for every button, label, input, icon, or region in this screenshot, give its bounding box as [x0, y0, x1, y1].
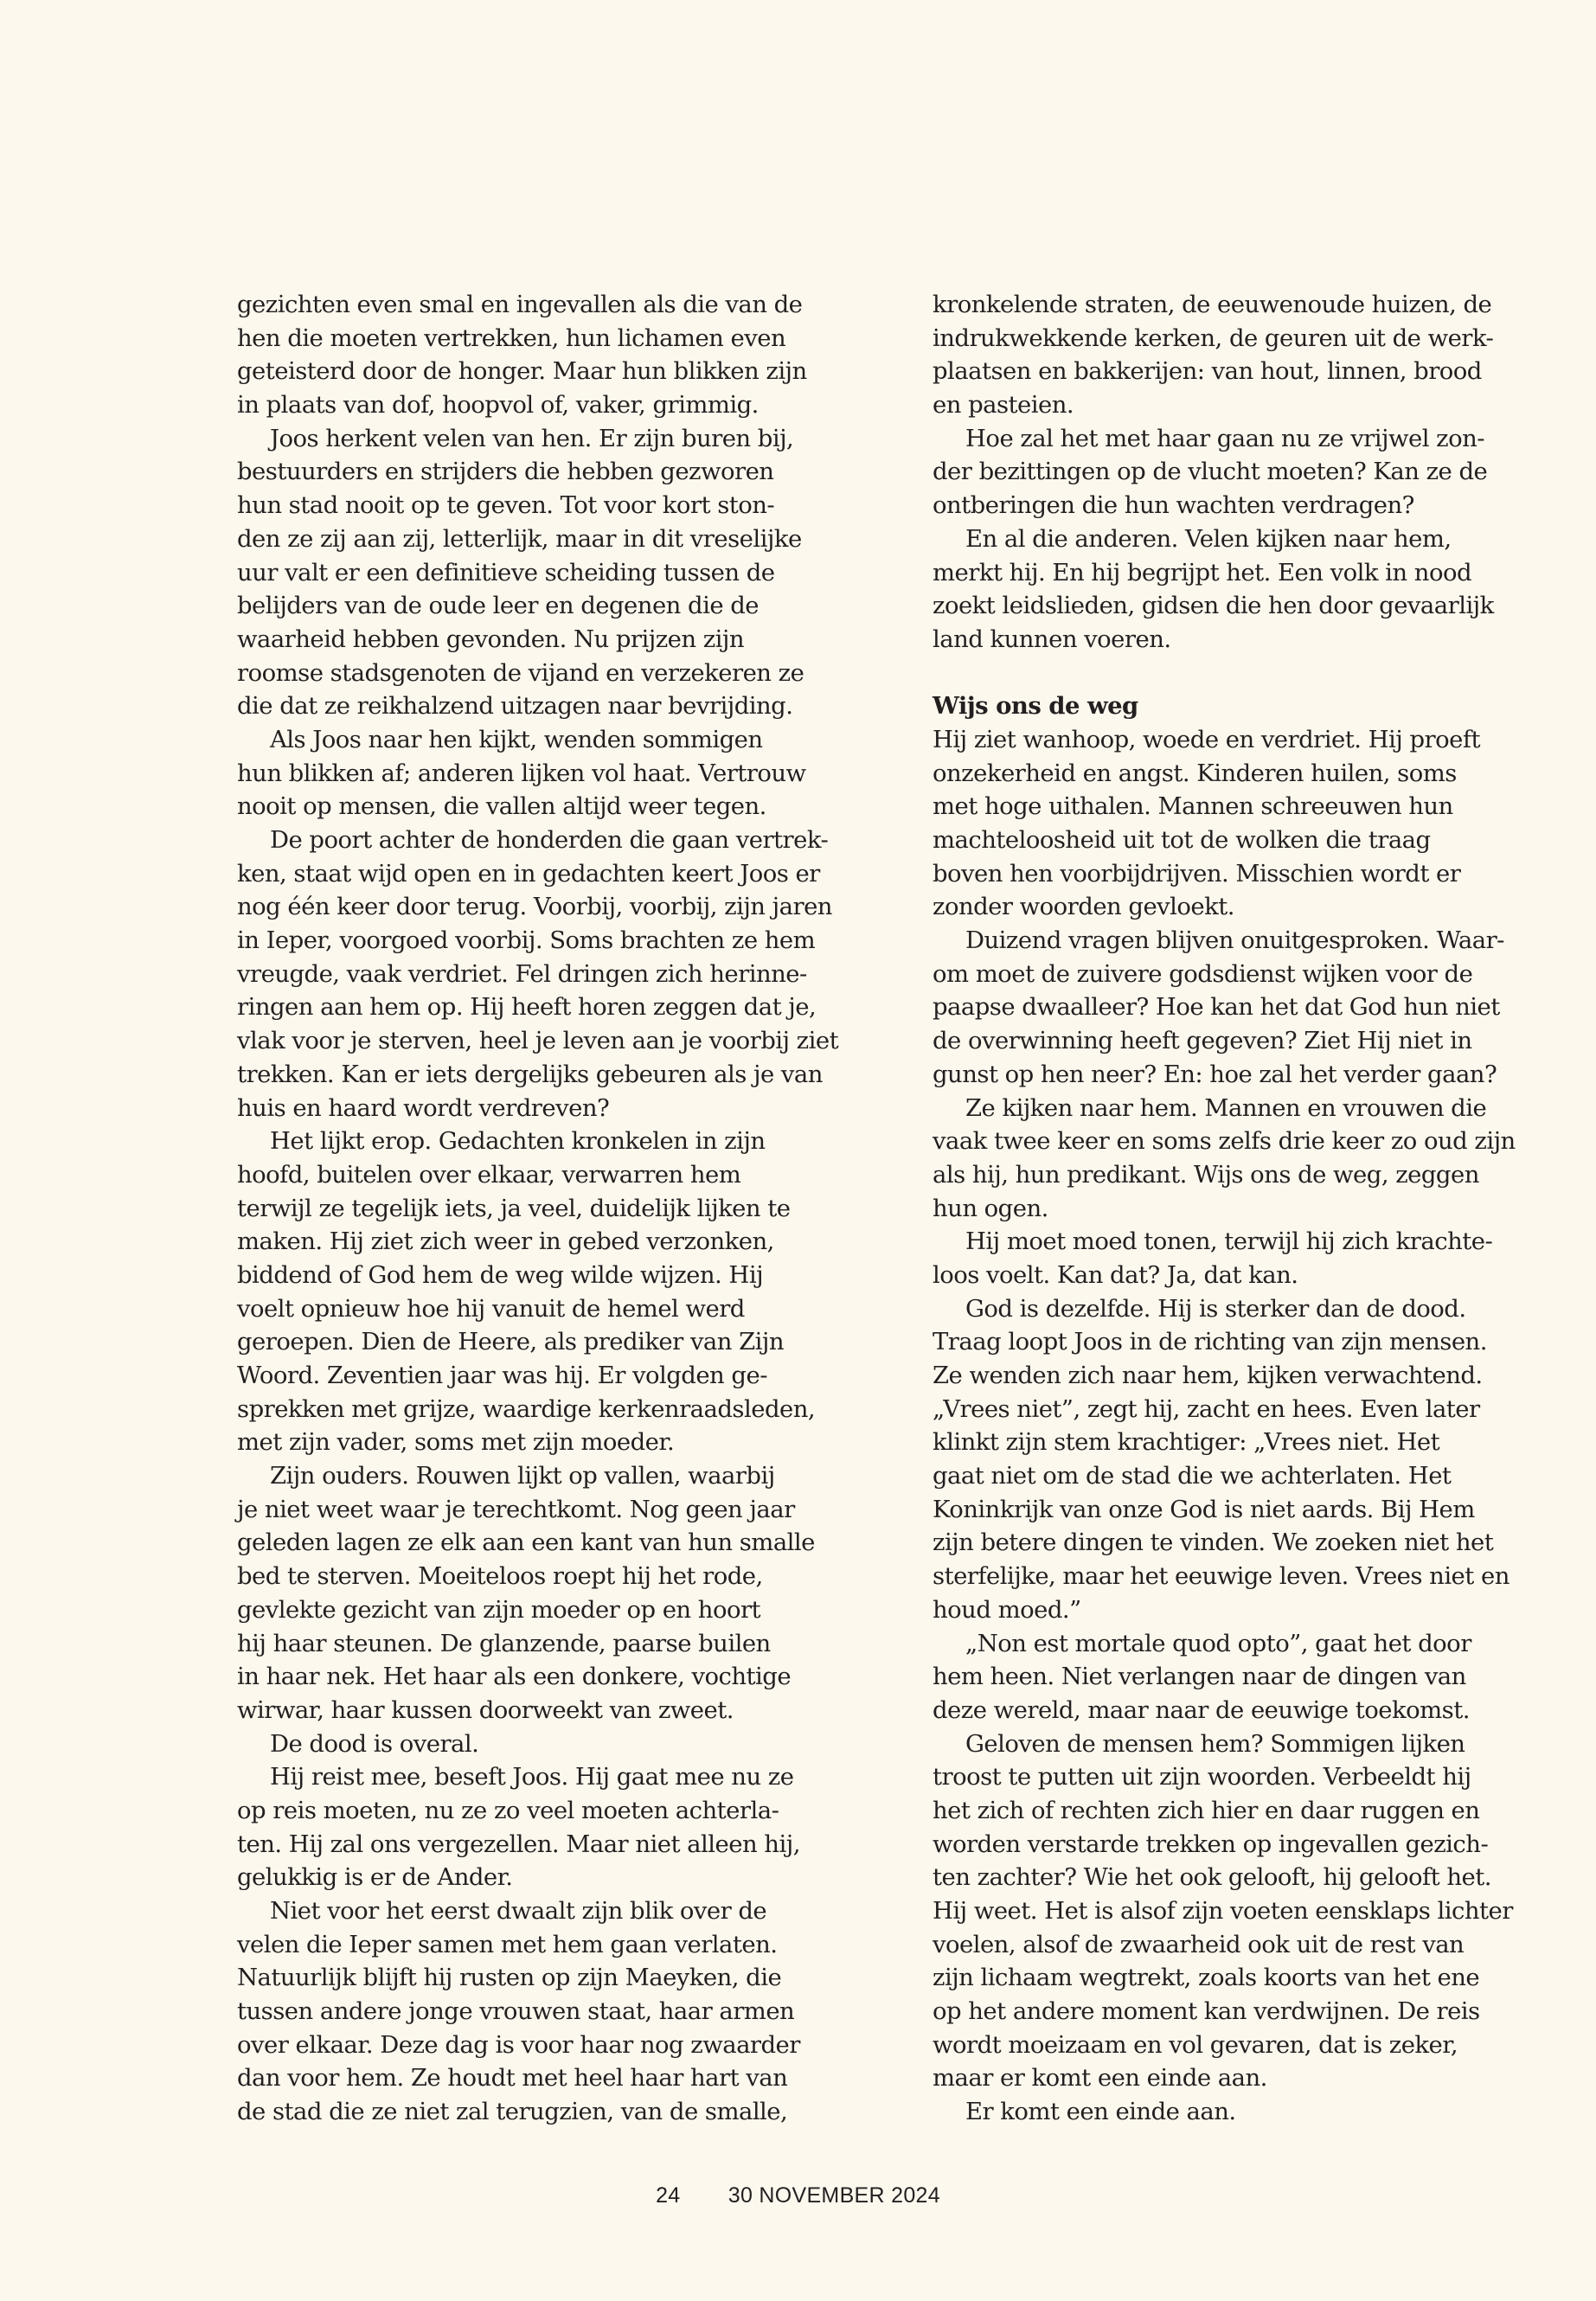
- text-line: tussen andere jonge vrouwen staat, haar armen: [237, 1997, 795, 2026]
- page-footer: [0, 2183, 1596, 2208]
- text-line: maken. Hij ziet zich weer in gebed verzonken,: [237, 1227, 774, 1256]
- text-line: zijn betere dingen te vinden. We zoeken niet het: [933, 1529, 1494, 1557]
- text-line: land kunnen voeren.: [933, 625, 1171, 653]
- text-line: in Ieper, voorgoed voorbij. Soms brachten ze hem: [237, 926, 816, 955]
- text-line: Traag loopt Joos in de richting van zijn mensen.: [933, 1328, 1487, 1356]
- text-line: hij haar steunen. De glanzende, paarse builen: [237, 1629, 771, 1657]
- text-line: dan voor hem. Ze houdt met heel haar hart van: [237, 2064, 788, 2093]
- text-line: Niet voor het eerst dwaalt zijn blik over de: [270, 1897, 767, 1925]
- text-line: hun stad nooit op te geven. Tot voor kort ston-: [237, 491, 775, 520]
- text-line: merkt hij. En hij begrijpt het. Een volk in nood: [933, 558, 1472, 586]
- text-line: gelukkig is er de Ander.: [237, 1863, 513, 1892]
- text-line: En al die anderen. Velen kijken naar hem,: [965, 524, 1452, 553]
- text-line: als hij, hun predikant. Wijs ons de weg, zeggen: [933, 1160, 1479, 1189]
- text-line: sprekken met grijze, waardige kerkenraadsleden,: [237, 1394, 816, 1423]
- text-line: Hij moet moed tonen, terwijl hij zich krachte-: [965, 1227, 1493, 1256]
- text-line: vlak voor je sterven, heel je leven aan je voorbij ziet: [237, 1027, 839, 1055]
- text-line: terwijl ze tegelijk iets, ja veel, duidelijk lijken te: [237, 1194, 791, 1222]
- text-line: plaatsen en bakkerijen: van hout, linnen, brood: [933, 357, 1482, 386]
- text-line: maar er komt een einde aan.: [933, 2064, 1267, 2093]
- text-line: hun ogen.: [933, 1194, 1048, 1222]
- text-line: worden verstarde trekken op ingevallen gezich-: [933, 1830, 1489, 1858]
- text-line: in plaats van dof, hoopvol of, vaker, grimmig.: [237, 391, 759, 420]
- text-line: biddend of God hem de weg wilde wijzen. Hij: [237, 1260, 764, 1289]
- text-line: onzekerheid en angst. Kinderen huilen, soms: [933, 759, 1457, 787]
- text-line: met zijn vader, soms met zijn moeder.: [237, 1428, 675, 1457]
- text-line: Geloven de mensen hem? Sommigen lijken: [965, 1729, 1465, 1758]
- text-line: voelt opnieuw hoe hij vanuit de hemel werd: [237, 1294, 745, 1323]
- text-line: voelen, alsof de zwaarheid ook uit de rest van: [933, 1930, 1465, 1958]
- text-line: ten zachter? Wie het ook gelooft, hij gelooft het.: [933, 1863, 1491, 1892]
- text-line: Hij ziet wanhoop, woede en verdriet. Hij proeft: [933, 725, 1480, 753]
- text-line: troost te putten uit zijn woorden. Verbeeldt hij: [933, 1763, 1471, 1791]
- text-line: machteloosheid uit tot de wolken die traag: [933, 826, 1431, 854]
- text-line: klinkt zijn stem krachtiger: „Vrees niet. Het: [933, 1428, 1440, 1457]
- text-line: je niet weet waar je terechtkomt. Nog geen jaar: [237, 1495, 795, 1523]
- text-line: bestuurders en strijders die hebben gezworen: [237, 458, 774, 486]
- text-line: gaat niet om de stad die we achterlaten. Het: [933, 1462, 1452, 1490]
- text-line: „Non est mortale quod opto”, gaat het door: [965, 1629, 1471, 1657]
- text-line: der bezittingen op de vlucht moeten? Kan ze de: [933, 458, 1488, 486]
- text-line: wordt moeizaam en vol gevaren, dat is zeker,: [933, 2030, 1458, 2059]
- text-line: De poort achter de honderden die gaan vertrek-: [270, 826, 829, 854]
- text-line: gezichten even smal en ingevallen als die van de: [237, 291, 803, 318]
- text-line: gevlekte gezicht van zijn moeder op en hoort: [237, 1595, 761, 1624]
- text-line: hen die moeten vertrekken, hun lichamen even: [237, 324, 786, 352]
- text-line: Hij reist mee, beseft Joos. Hij gaat mee nu ze: [270, 1763, 794, 1791]
- text-line: houd moed.”: [933, 1595, 1081, 1624]
- text-line: bed te sterven. Moeiteloos roept hij het rode,: [237, 1562, 763, 1591]
- text-line: Hoe zal het met haar gaan nu ze vrijwel zon-: [965, 424, 1485, 452]
- issue-date: 30 NOVEMBER 2024: [727, 2183, 940, 2208]
- text-line: die dat ze reikhalzend uitzagen naar bevrijding.: [237, 692, 793, 721]
- right-column: [933, 288, 1516, 2129]
- text-line: den ze zij aan zij, letterlijk, maar in dit vreselijke: [237, 524, 802, 553]
- text-line: boven hen voorbijdrijven. Misschien wordt er: [933, 859, 1461, 888]
- text-line: Als Joos naar hen kijkt, wenden sommigen: [270, 725, 763, 753]
- text-line: in haar nek. Het haar als een donkere, vochtige: [237, 1663, 792, 1691]
- text-line: trekken. Kan er iets dergelijks gebeuren als je van: [237, 1060, 823, 1088]
- text-line: vaak twee keer en soms zelfs drie keer zo oud zijn: [933, 1127, 1516, 1156]
- text-line: deze wereld, maar naar de eeuwige toekomst.: [933, 1695, 1470, 1724]
- text-line: kronkelende straten, de eeuwenoude huizen, de: [933, 291, 1492, 318]
- text-line: sterfelijke, maar het eeuwige leven. Vrees niet en: [933, 1562, 1509, 1591]
- page-number: 24: [656, 2183, 681, 2208]
- text-line: ken, staat wijd open en in gedachten keert Joos er: [237, 859, 820, 888]
- left-column: [237, 288, 839, 2129]
- text-line: „Vrees niet”, zegt hij, zacht en hees. Even later: [933, 1394, 1480, 1423]
- text-line: hem heen. Niet verlangen naar de dingen van: [933, 1663, 1466, 1691]
- text-line: de overwinning heeft gegeven? Ziet Hij niet in: [933, 1027, 1472, 1055]
- text-line: op reis moeten, nu ze zo veel moeten achterla-: [237, 1796, 779, 1824]
- text-line: De dood is overal.: [270, 1729, 479, 1758]
- text-line: God is dezelfde. Hij is sterker dan de dood.: [965, 1294, 1466, 1323]
- text-line: Natuurlijk blijft hij rusten op zijn Maeyken, die: [237, 1964, 782, 1992]
- text-line: ringen aan hem op. Hij heeft horen zeggen dat je,: [237, 993, 817, 1022]
- text-line: met hoge uithalen. Mannen schreeuwen hun: [933, 792, 1453, 821]
- text-line: ontberingen die hun wachten verdragen?: [933, 491, 1414, 520]
- text-line: gunst op hen neer? En: hoe zal het verder gaan?: [933, 1060, 1497, 1088]
- text-line: om moet de zuivere godsdienst wijken voor de: [933, 959, 1473, 988]
- text-line: zonder woorden gevloekt.: [933, 893, 1234, 921]
- text-line: belijders van de oude leer en degenen die de: [237, 592, 760, 620]
- text-line: en pasteien.: [933, 391, 1074, 420]
- text-line: Zijn ouders. Rouwen lijkt op vallen, waarbij: [270, 1462, 775, 1490]
- text-line: Ze kijken naar hem. Mannen en vrouwen die: [965, 1093, 1487, 1122]
- text-line: Ze wenden zich naar hem, kijken verwachtend.: [933, 1362, 1483, 1389]
- text-line: loos voelt. Kan dat? Ja, dat kan.: [933, 1260, 1298, 1289]
- text-line: op het andere moment kan verdwijnen. De reis: [933, 1997, 1480, 2026]
- text-line: huis en haard wordt verdreven?: [237, 1093, 610, 1122]
- text-line: geroepen. Dien de Heere, als prediker van Zijn: [237, 1328, 785, 1356]
- text-line: zoekt leidslieden, gidsen die hen door gevaarlijk: [933, 592, 1494, 620]
- text-line: over elkaar. Deze dag is voor haar nog zwaarder: [237, 2030, 800, 2059]
- text-line: vreugde, vaak verdriet. Fel dringen zich herinne-: [237, 959, 807, 988]
- text-line: zijn lichaam wegtrekt, zoals koorts van het ene: [933, 1964, 1480, 1992]
- text-line: Het lijkt erop. Gedachten kronkelen in zijn: [270, 1127, 766, 1156]
- text-line: roomse stadsgenoten de vijand en verzekeren ze: [237, 658, 804, 687]
- text-line: Er komt een einde aan.: [965, 2098, 1236, 2126]
- text-line: velen die Ieper samen met hem gaan verlaten.: [237, 1930, 778, 1958]
- text-line: de stad die ze niet zal terugzien, van de smalle,: [237, 2098, 788, 2126]
- text-line: hoofd, buitelen over elkaar, verwarren hem: [237, 1160, 741, 1189]
- text-line: nooit op mensen, die vallen altijd weer tegen.: [237, 792, 766, 821]
- text-line: hun blikken af; anderen lijken vol haat. Vertrouw: [237, 759, 806, 787]
- section-heading: Wijs ons de weg: [933, 692, 1138, 721]
- text-line: het zich of rechten zich hier en daar ruggen en: [933, 1796, 1480, 1824]
- spacer: [933, 657, 1486, 690]
- text-line: paapse dwaalleer? Hoe kan het dat God hun niet: [933, 993, 1500, 1022]
- text-line: uur valt er een definitieve scheiding tussen de: [237, 558, 775, 586]
- text-line: wirwar, haar kussen doorweekt van zweet.: [237, 1695, 734, 1724]
- text-line: Woord. Zeventien jaar was hij. Er volgden ge-: [237, 1362, 767, 1389]
- text-line: nog één keer door terug. Voorbij, voorbij, zijn jaren: [237, 893, 832, 921]
- text-line: Joos herkent velen van hen. Er zijn buren bij,: [270, 424, 794, 452]
- text-line: ten. Hij zal ons vergezellen. Maar niet alleen hij,: [237, 1830, 800, 1858]
- text-line: Koninkrijk van onze God is niet aards. Bij Hem: [933, 1495, 1475, 1523]
- text-line: Hij weet. Het is alsof zijn voeten eensklaps lichter: [933, 1897, 1513, 1925]
- text-line: geleden lagen ze elk aan een kant van hun smalle: [237, 1529, 815, 1557]
- text-line: Duizend vragen blijven onuitgesproken. Waar-: [965, 926, 1504, 955]
- text-line: waarheid hebben gevonden. Nu prijzen zijn: [237, 625, 745, 653]
- text-line: indrukwekkende kerken, de geuren uit de werk-: [933, 324, 1494, 352]
- text-line: geteisterd door de honger. Maar hun blikken zijn: [237, 357, 807, 386]
